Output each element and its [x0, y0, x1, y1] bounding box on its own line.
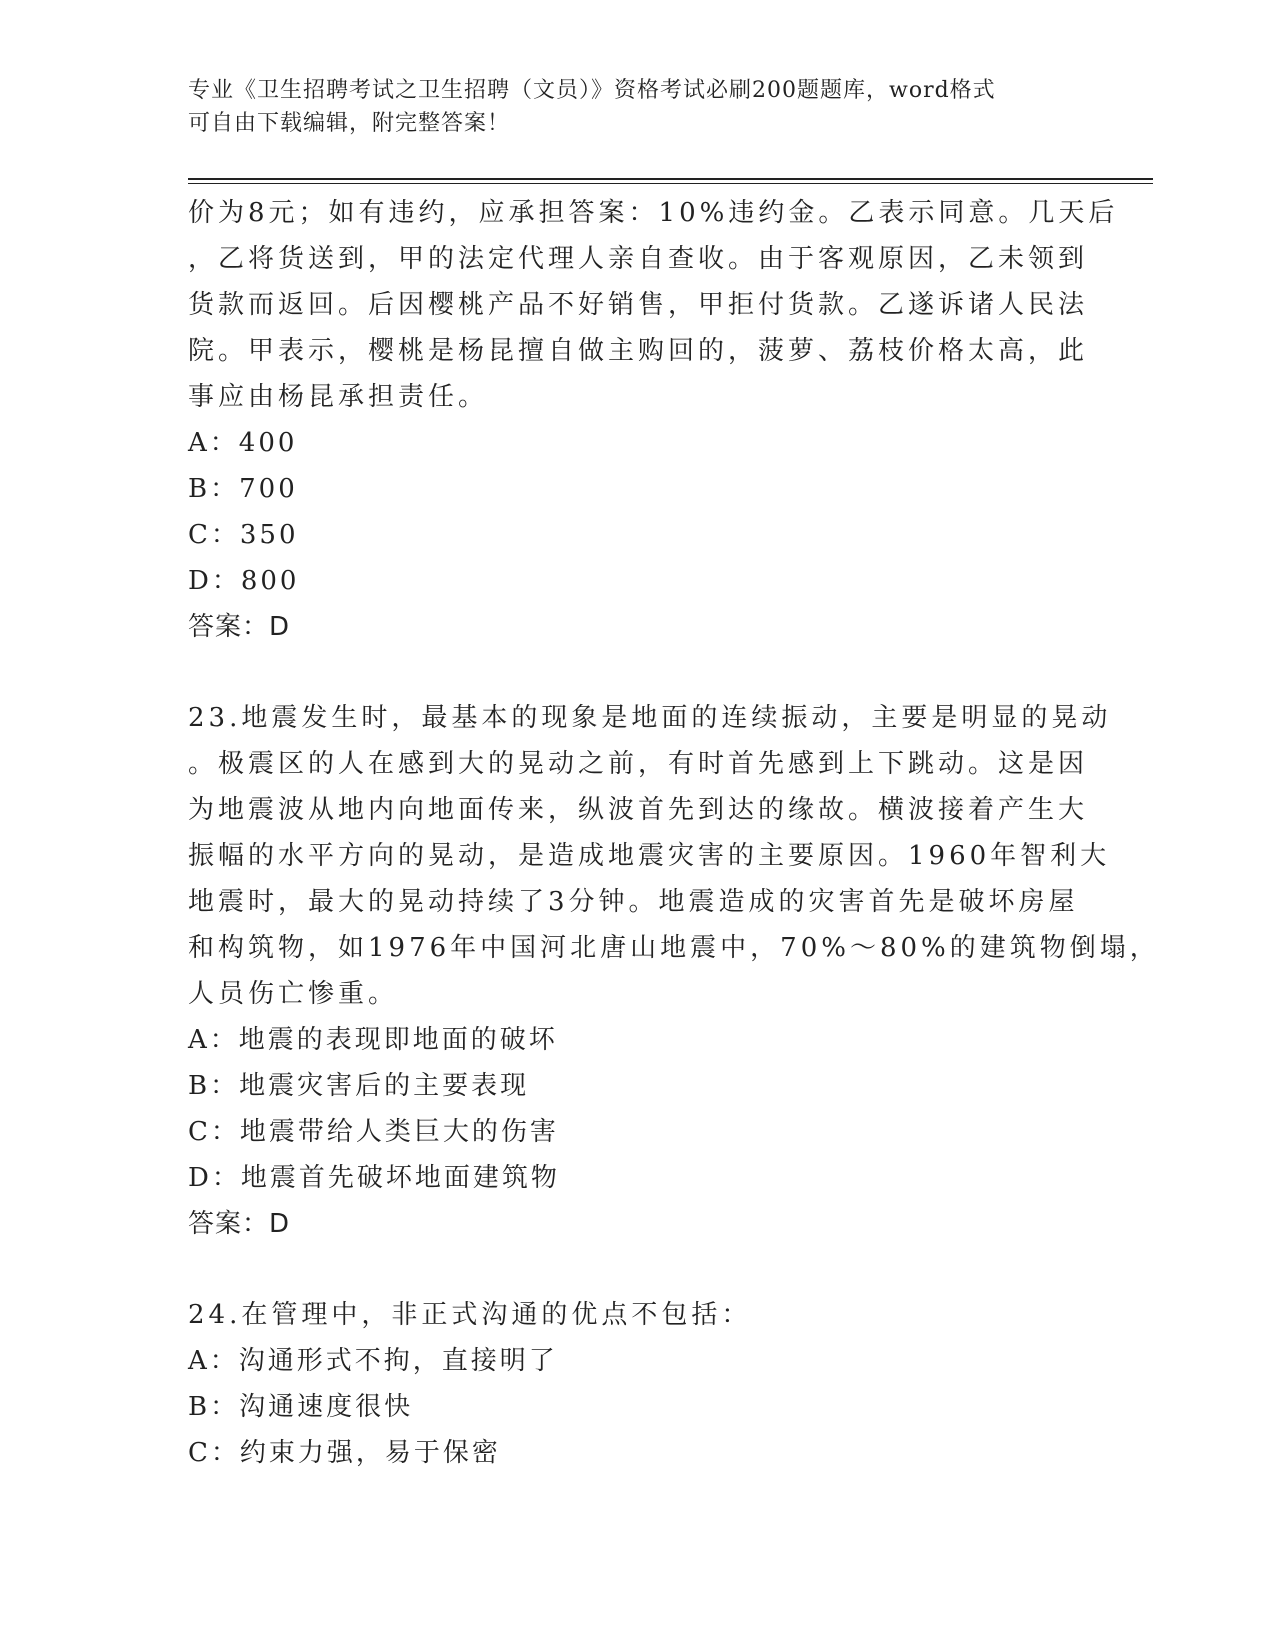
- spacer: [188, 650, 1148, 695]
- option-a: A：400: [188, 428, 298, 458]
- text-line: 。极震区的人在感到大的晃动之前，有时首先感到上下跳动。这是因: [188, 749, 1089, 779]
- spacer: [188, 1247, 1148, 1292]
- text-line: 振幅的水平方向的晃动，是造成地震灾害的主要原因。1960年智利大: [188, 841, 1111, 871]
- header-line: 专业《卫生招聘考试之卫生招聘（文员）》资格考试必刷200题题库，word格式: [188, 78, 996, 103]
- text-line: 地震时，最大的晃动持续了3分钟。地震造成的灾害首先是破坏房屋: [188, 887, 1079, 917]
- option-a: A：地震的表现即地面的破坏: [188, 1025, 558, 1055]
- text-line: 23.地震发生时，最基本的现象是地面的连续振动，主要是明显的晃动: [188, 703, 1112, 733]
- document-body: [188, 190, 1160, 1476]
- text-line: 价为8元；如有违约，应承担答案：10%违约金。乙表示同意。几天后: [188, 198, 1119, 228]
- answer-label: 答案：D: [188, 1209, 291, 1239]
- option-d: D：地震首先破坏地面建筑物: [188, 1163, 560, 1193]
- option-c: C：350: [188, 520, 299, 550]
- question-text: [188, 695, 1160, 1017]
- question-24: [188, 1292, 1148, 1476]
- text-line: 院。甲表示，樱桃是杨昆擅自做主购回的，菠萝、荔枝价格太高，此: [188, 336, 1089, 366]
- question-23: [188, 695, 1160, 1247]
- question-text: [188, 190, 1148, 420]
- option-b: B：700: [188, 474, 298, 504]
- question-text: [188, 1292, 1148, 1338]
- header-rule-thick: [188, 178, 1153, 180]
- option-b: B：沟通速度很快: [188, 1392, 414, 1422]
- text-line: 为地震波从地内向地面传来，纵波首先到达的缘故。横波接着产生大: [188, 795, 1089, 825]
- text-line: 货款而返回。后因樱桃产品不好销售，甲拒付货款。乙遂诉诸人民法: [188, 290, 1089, 320]
- header-rule-thin: [188, 183, 1153, 184]
- option-d: D：800: [188, 566, 300, 596]
- text-line: 人员伤亡惨重。: [188, 979, 399, 1009]
- answer-label: 答案：D: [188, 612, 291, 642]
- option-a: A：沟通形式不拘，直接明了: [188, 1346, 558, 1376]
- text-line: ，乙将货送到，甲的法定代理人亲自查收。由于客观原因，乙未领到: [188, 244, 1089, 274]
- text-line: 和构筑物，如1976年中国河北唐山地震中，70%～80%的建筑物倒塌，: [188, 933, 1160, 963]
- question-22-continuation: [188, 190, 1148, 650]
- option-b: B：地震灾害后的主要表现: [188, 1071, 530, 1101]
- text-line: 24.在管理中，非正式沟通的优点不包括：: [188, 1300, 752, 1330]
- text-line: 事应由杨昆承担责任。: [188, 382, 489, 412]
- header-line: 可自由下载编辑，附完整答案！: [188, 111, 511, 136]
- option-c: C：约束力强，易于保密: [188, 1438, 501, 1468]
- document-header: [188, 74, 1088, 140]
- option-c: C：地震带给人类巨大的伤害: [188, 1117, 559, 1147]
